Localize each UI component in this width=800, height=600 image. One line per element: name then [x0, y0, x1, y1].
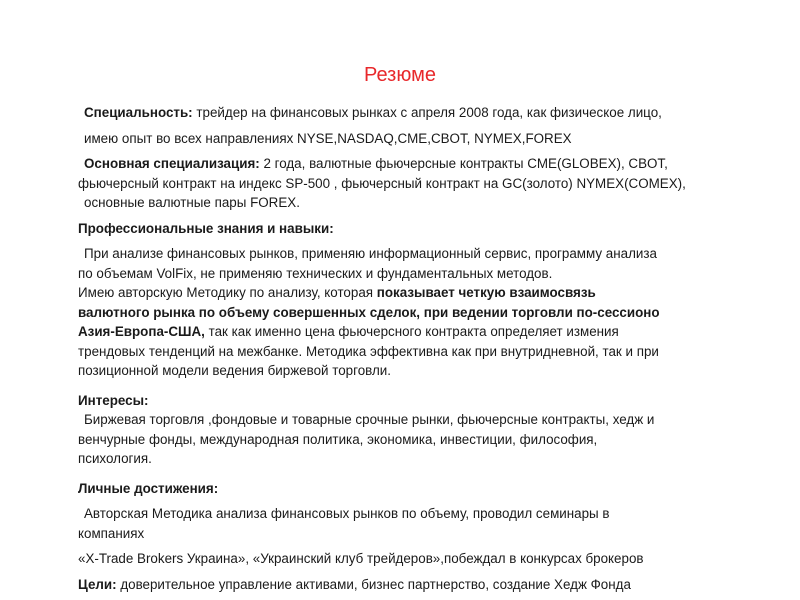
achievements-text-1: Авторская Методика анализа финансовых рынков по объему, проводил семинары в — [84, 506, 610, 521]
skills-text-1: При анализе финансовых рынков, применяю информационный сервис, программу анализа — [84, 246, 657, 261]
page-title: Резюме — [364, 64, 436, 86]
specialization-text-1: 2 года, валютные фьючерсные контракты CME(GLOBEX), CBOT, — [259, 156, 668, 171]
skills-text-2: по объемам VolFix, не применяю технических и фундаментальных методов. — [78, 265, 553, 281]
skills-line-5 — [78, 322, 748, 342]
goals-line — [78, 575, 748, 595]
interests-text-3: психология. — [78, 451, 152, 466]
specialty-text-2: имею опыт во всех направлениях NYSE,NASDAQ,CME,CBOT, NYMEX,FOREX — [84, 130, 572, 146]
skills-heading: Профессиональные знания и навыки: — [78, 220, 334, 236]
skills-line-3 — [78, 283, 748, 303]
skills-text-4: валютного рынка по объему совершенных сделок, при ведении торговли по-сессионо — [78, 304, 660, 320]
skills-text-7: позиционной модели ведения биржевой торговли. — [78, 363, 391, 378]
specialty-text-1: трейдер на финансовых рынках с апреля 2008 года, как физическое лицо, — [192, 105, 662, 120]
interests-text-2: венчурные фонды, международная политика, экономика, инвестиции, философия, — [78, 431, 598, 447]
skills-text-5-bold: Азия-Европа-США, — [78, 324, 205, 339]
skills-text-6: трендовых тенденций на межбанке. Методика эффективна как при внутридневной, так и при — [78, 343, 659, 359]
resume-body — [78, 103, 748, 594]
skills-text-3-bold: показывает четкую взаимосвязь — [376, 285, 596, 300]
interests-heading: Интересы: — [78, 392, 149, 408]
interests-text-1: Биржевая торговля ,фондовые и товарные срочные рынки, фьючерсные контракты, хедж и — [84, 412, 655, 427]
specialization-text-3: основные валютные пары FOREX. — [84, 195, 300, 210]
specialization-line-1 — [78, 154, 748, 174]
goals-label: Цели: — [78, 576, 117, 592]
specialty-label: Специальность: — [84, 105, 193, 120]
achievements-text-2: компаниях — [78, 525, 145, 541]
goals-text: доверительное управление активами, бизнес партнерство, создание Хедж Фонда — [116, 576, 631, 592]
achievements-heading: Личные достижения: — [78, 480, 219, 496]
skills-text-3: Имею авторскую Методику по анализу, которая — [78, 285, 377, 300]
specialty-line-1 — [78, 103, 748, 123]
specialization-label: Основная специализация: — [84, 156, 260, 171]
achievements-text-3: «X-Trade Brokers Украина», «Украинский клуб трейдеров»,побеждал в конкурсах брокеров — [78, 551, 644, 566]
skills-text-5: так как именно цена фьючерсного контракта определяет измения — [204, 324, 619, 339]
specialization-text-2: фьючерсный контракт на индекс SP-500 , фьючерсный контракт на GC(золото) NYMEX(COMEX), — [78, 175, 686, 191]
